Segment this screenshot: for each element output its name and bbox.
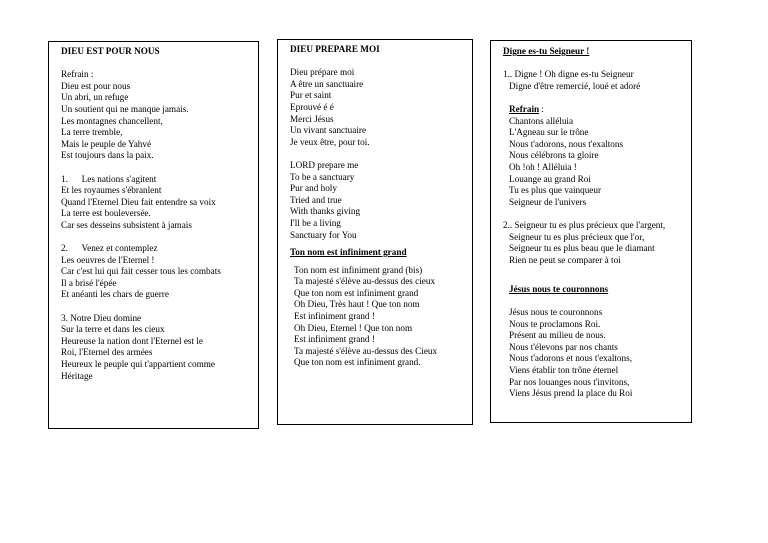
lyric-line: Roi, l'Eternel des armées	[61, 347, 153, 358]
lyric-line: A être un sanctuaire	[290, 78, 364, 89]
lyric-line: Tried and true	[290, 194, 342, 205]
lyric-line: Et anéanti les chars de guerre	[61, 289, 169, 300]
lyric-line: 3. Notre Dieu domine	[61, 312, 142, 323]
lyric-line: Car c'est lui qui fait cesser tous les combats	[61, 266, 221, 277]
lyric-line: Eprouvé é é	[290, 101, 334, 112]
lyric-line: Que ton nom est infiniment grand	[294, 287, 419, 298]
lyric-line: Oh Dieu, Très haut ! Que ton nom	[294, 299, 420, 310]
lyric-line: Mais le peuple de Yahvé	[61, 138, 152, 149]
lyric-line: Heureuse la nation dont l'Eternel est le	[61, 335, 203, 346]
song-title: DIEU EST POUR NOUS	[61, 46, 160, 56]
lyric-line: With thanks giving	[290, 206, 361, 217]
lyric-line: Sur la terre et dans les cieux	[61, 324, 165, 335]
lyric-line: Louange au grand Roi	[509, 173, 591, 184]
refrain-colon: :	[539, 103, 544, 114]
lyric-line: L'Agneau sur le trône	[509, 127, 589, 138]
lyric-line: 2.. Seigneur tu es plus précieux que l'argent,	[503, 219, 666, 230]
lyric-line: 1.. Digne ! Oh digne es-tu Seigneur	[503, 69, 634, 80]
lyric-line: Nous célébrons ta gloire	[509, 150, 599, 161]
lyric-line: Pur et saint	[290, 90, 332, 101]
lyric-line: Oh !oh ! Alléluia !	[509, 161, 577, 172]
verse-2-block	[503, 220, 691, 266]
lyric-line: Un abri, un refuge	[61, 92, 129, 103]
lyric-line: Un vivant sanctuaire	[290, 125, 367, 136]
lyric-line: Seigneur tu es plus précieux que l'or,	[509, 231, 645, 242]
lyric-line: Héritage	[61, 370, 93, 381]
lyric-line: Seigneur de l'univers	[509, 196, 587, 207]
song-card-dieu-est-pour-nous	[48, 41, 259, 429]
song-title: DIEU PREPARE MOI	[290, 44, 380, 54]
lyric-line: Merci Jésus	[290, 113, 334, 124]
lyric-line: Dieu est pour nous	[61, 80, 131, 91]
refrain-block	[503, 104, 691, 208]
french-lyrics-block	[290, 67, 472, 148]
song-title: Digne es-tu Seigneur !	[503, 46, 590, 56]
lyric-line: Viens Jésus prend la place du Roi	[509, 388, 633, 399]
lyric-line: Digne d'être remercié, loué et adoré	[509, 80, 641, 91]
song-card-dieu-prepare-moi	[277, 39, 473, 425]
lyric-line: Chantons alléluia	[509, 115, 574, 126]
lyric-line: Et les royaumes s'ébranlent	[61, 185, 162, 196]
lyric-line: Quand l'Eternel Dieu fait entendre sa voix	[61, 196, 216, 207]
english-lyrics-block	[290, 160, 472, 241]
lyric-line: Les montagnes chancellent,	[61, 115, 163, 126]
lyric-line: Dieu prépare moi	[290, 67, 355, 78]
lyric-line: Je veux être, pour toi.	[290, 136, 370, 147]
lyric-line: Par nos louanges nous t'invitons,	[509, 376, 630, 387]
lyric-line: Nous te proclamons Roi.	[509, 318, 601, 329]
lyric-line: Pur and holy	[290, 183, 337, 194]
lyric-line: To be a sanctuary	[290, 171, 355, 182]
lyric-line: Est infiniment grand !	[294, 334, 375, 345]
verse-3-block	[61, 313, 258, 383]
lyric-line: Ta majesté s'élève au-dessus des cieux	[294, 276, 436, 287]
lyric-line: 2. Venez et contemplez	[61, 243, 158, 254]
lyric-line: Nous t'adorons, nous t'exaltons	[509, 138, 624, 149]
refrain-label: Refrain	[509, 103, 540, 114]
lyric-line: Tu es plus que vainqueur	[509, 185, 602, 196]
lyric-line: Est infiniment grand !	[294, 311, 375, 322]
lyric-line: LORD prepare me	[290, 159, 359, 170]
lyric-line: Est toujours dans la paix.	[61, 150, 154, 161]
song-title: Ton nom est infiniment grand	[290, 247, 407, 258]
lyric-line: Refrain :	[61, 69, 94, 80]
lyric-line: Jésus nous te couronnons	[509, 307, 603, 318]
lyric-line: I'll be a living	[290, 217, 341, 228]
lyric-line: Nous t'adorons et nous t'exaltons,	[509, 353, 632, 364]
lyric-line: Car ses desseins subsistent à jamais	[61, 219, 192, 230]
lyric-line: Ta majesté s'élève au-dessus des Cieux	[294, 345, 438, 356]
lyric-line: 1. Les nations s'agitent	[61, 173, 157, 184]
lyric-line: Présent au milieu de nous.	[509, 330, 606, 341]
refrain-block	[61, 69, 258, 162]
verse-1-block	[61, 174, 258, 232]
lyric-line: Ton nom est infiniment grand (bis)	[294, 264, 423, 275]
lyric-line: Sanctuary for You	[290, 229, 357, 240]
refrain-heading	[509, 104, 691, 116]
jesus-lyrics-block	[503, 307, 691, 400]
ton-nom-lyrics-block	[290, 265, 472, 369]
lyric-line: Nous t'élevons par nos chants	[509, 341, 618, 352]
lyric-line: Rien ne peut se comparer à toi	[509, 254, 621, 265]
lyric-line: La terre tremble,	[61, 127, 123, 138]
lyric-line: La terre est bouleversée.	[61, 208, 151, 219]
lyric-line: Les oeuvres de l'Eternel !	[61, 254, 155, 265]
lyric-line: Heureux le peuple qui t'appartient comme	[61, 359, 215, 370]
lyric-line: Oh Dieu, Eternel ! Que ton nom	[294, 322, 413, 333]
lyric-line: Il a brisé l'épée	[61, 277, 117, 288]
lyric-line: Seigneur tu es plus beau que le diamant	[509, 243, 655, 254]
lyric-line: Que ton nom est infiniment grand.	[294, 357, 421, 368]
song-card-digne-es-tu-seigneur	[490, 40, 692, 423]
verse-2-block	[61, 243, 258, 301]
lyric-line: Viens établir ton trône éternel	[509, 365, 619, 376]
lyric-line: Un soutient qui ne manque jamais.	[61, 103, 189, 114]
song-title: Jésus nous te couronnons	[509, 283, 609, 294]
verse-1-block	[503, 69, 691, 92]
